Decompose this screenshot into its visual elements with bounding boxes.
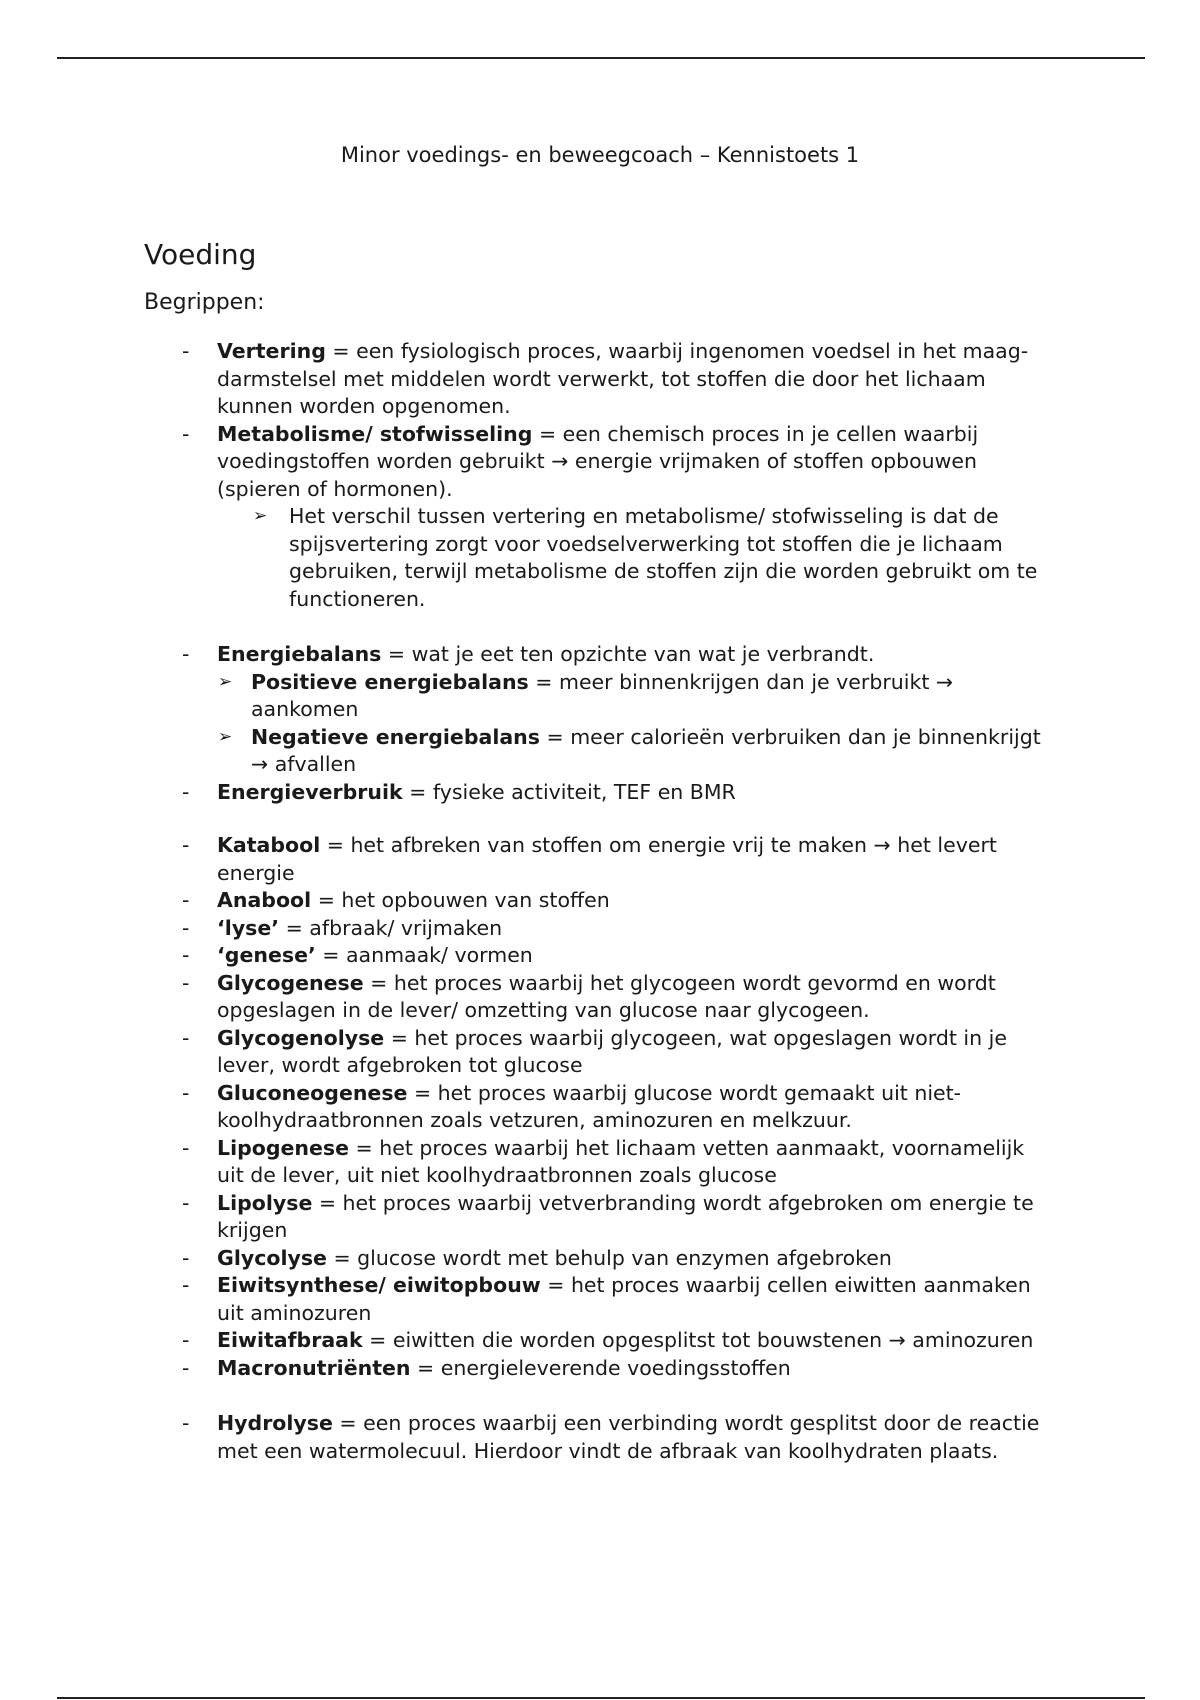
definition: = het afbreken van stoffen om energie vrij te maken → het levert energie — [217, 833, 997, 885]
term-list — [0, 338, 1200, 1465]
definition: = afbraak/ vrijmaken — [279, 915, 503, 940]
term: Eiwitsynthese/ eiwitopbouw — [217, 1273, 541, 1297]
term: Glycogenese — [217, 970, 364, 995]
term: Katabool — [217, 833, 321, 857]
definition: = aanmaak/ vormen — [315, 943, 533, 967]
arrowhead-bullet-icon: ➢ — [253, 506, 268, 526]
note: Het verschil tussen vertering en metabolisme/ stofwisseling is dat de spijsvertering zorgt voor voedselverwerking tot stoffen die je lichaam gebruiken, terwijl metabolisme de stoffen zijn die worden gebruikt om te functioneren. — [289, 504, 1038, 611]
definition: = het proces waarbij het glycogeen wordt gevormd en wordt opgeslagen in de lever/ omzetting van glucose naar glycogeen. — [217, 970, 996, 1022]
term: Anabool — [217, 888, 312, 912]
list-item — [0, 1245, 1057, 1273]
dash-bullet-icon: - — [182, 915, 190, 940]
term: Negatieve energiebalans — [251, 724, 540, 749]
document-title: Minor voedings- en beweegcoach – Kennistoets 1 — [340, 143, 860, 167]
spacer — [0, 1382, 1200, 1410]
dash-bullet-icon: - — [182, 1025, 190, 1050]
term: Gluconeogenese — [217, 1080, 408, 1105]
list-item — [0, 1327, 1057, 1355]
section-heading: Voeding — [144, 238, 257, 271]
dash-bullet-icon: - — [182, 339, 190, 363]
definition: = meer binnenkrijgen dan je verbruikt → aankomen — [251, 669, 954, 721]
term: ‘genese’ — [217, 943, 316, 967]
list-item — [0, 915, 1057, 943]
definition: = wat je eet ten opzichte van wat je verbrandt. — [381, 642, 875, 666]
definition: = glucose wordt met behulp van enzymen afgebroken — [326, 1245, 892, 1270]
term: Hydrolyse — [217, 1411, 333, 1435]
dash-bullet-icon: - — [182, 833, 190, 857]
list-item — [0, 338, 1057, 421]
definition: = het proces waarbij het lichaam vetten aanmaakt, voornamelijk uit de lever, uit niet koolhydraatbronnen zoals glucose — [217, 1135, 1025, 1187]
definition: = het opbouwen van stoffen — [311, 888, 610, 912]
term: Glycolyse — [217, 1245, 327, 1270]
dash-bullet-icon: - — [182, 943, 190, 967]
list-item — [0, 421, 1057, 504]
term: Metabolisme/ stofwisseling — [217, 421, 533, 446]
definition: = een fysiologisch proces, waarbij ingenomen voedsel in het maag-darmstelsel met middelen wordt verwerkt, tot stoffen die door het lichaam kunnen worden opgenomen. — [217, 339, 1029, 418]
list-item — [0, 832, 1057, 887]
list-item — [0, 1410, 1057, 1465]
dash-bullet-icon: - — [182, 421, 190, 446]
dash-bullet-icon: - — [182, 1080, 190, 1105]
list-item — [0, 887, 1057, 915]
list-item — [0, 970, 1057, 1025]
definition: = meer calorieën verbruiken dan je binnenkrijgt → afvallen — [251, 724, 1041, 776]
definition: = het proces waarbij vetverbranding wordt afgebroken om energie te krijgen — [217, 1190, 1034, 1242]
term: Vertering — [217, 339, 326, 363]
dash-bullet-icon: - — [182, 1245, 190, 1270]
list-item — [0, 1272, 1057, 1327]
dash-bullet-icon: - — [182, 1190, 190, 1215]
list-item — [0, 641, 1057, 669]
term: Energieverbruik — [217, 779, 403, 804]
term: Energiebalans — [217, 642, 382, 666]
dash-bullet-icon: - — [182, 970, 190, 995]
dash-bullet-icon: - — [182, 888, 190, 912]
definition: = het proces waarbij glycogeen, wat opgeslagen wordt in je lever, wordt afgebroken tot glucose — [217, 1025, 1007, 1077]
term: Glycogenolyse — [217, 1025, 385, 1050]
dash-bullet-icon: - — [182, 1355, 190, 1380]
arrowhead-bullet-icon: ➢ — [218, 671, 233, 692]
definition: = een proces waarbij een verbinding wordt gesplitst door de reactie met een watermolecuul. Hierdoor vindt de afbraak van koolhydraten plaats. — [217, 1411, 1040, 1463]
term: Lipolyse — [217, 1190, 313, 1215]
top-rule — [57, 57, 1145, 59]
definition: = het proces waarbij glucose wordt gemaakt uit niet-koolhydraatbronnen zoals vetzuren, aminozuren en melkzuur. — [217, 1080, 962, 1132]
term: Lipogenese — [217, 1135, 350, 1160]
subheading: Begrippen: — [144, 290, 265, 315]
list-subitem — [0, 724, 1055, 779]
list-item — [0, 1190, 1057, 1245]
arrowhead-bullet-icon: ➢ — [218, 726, 233, 747]
list-item — [0, 942, 1057, 970]
list-item — [0, 1355, 1057, 1383]
definition: = fysieke activiteit, TEF en BMR — [402, 779, 736, 804]
list-item — [0, 1080, 1057, 1135]
dash-bullet-icon: - — [182, 1411, 190, 1435]
spacer — [0, 613, 1200, 641]
definition: = energieleverende voedingsstoffen — [410, 1355, 791, 1380]
term: Eiwitafbraak — [217, 1328, 363, 1352]
dash-bullet-icon: - — [182, 1273, 190, 1297]
bottom-rule — [57, 1697, 1145, 1699]
term: Positieve energiebalans — [251, 669, 529, 694]
list-item — [0, 779, 1057, 807]
definition: = een chemisch proces in je cellen waarbij voedingstoffen worden gebruikt → energie vrijmaken of stoffen opbouwen (spieren of hormonen). — [217, 421, 979, 501]
list-subitem — [0, 503, 1057, 613]
dash-bullet-icon: - — [182, 642, 190, 666]
list-item — [0, 1025, 1057, 1080]
list-item — [0, 1135, 1057, 1190]
spacer — [0, 806, 1200, 832]
list-subitem — [0, 669, 1055, 724]
term: ‘lyse’ — [217, 915, 280, 940]
dash-bullet-icon: - — [182, 1135, 190, 1160]
definition: = eiwitten die worden opgesplitst tot bouwstenen → aminozuren — [362, 1328, 1034, 1352]
dash-bullet-icon: - — [182, 1328, 190, 1352]
dash-bullet-icon: - — [182, 779, 190, 804]
definition: = het proces waarbij cellen eiwitten aanmaken uit aminozuren — [217, 1273, 1031, 1325]
term: Macronutriënten — [217, 1355, 411, 1380]
